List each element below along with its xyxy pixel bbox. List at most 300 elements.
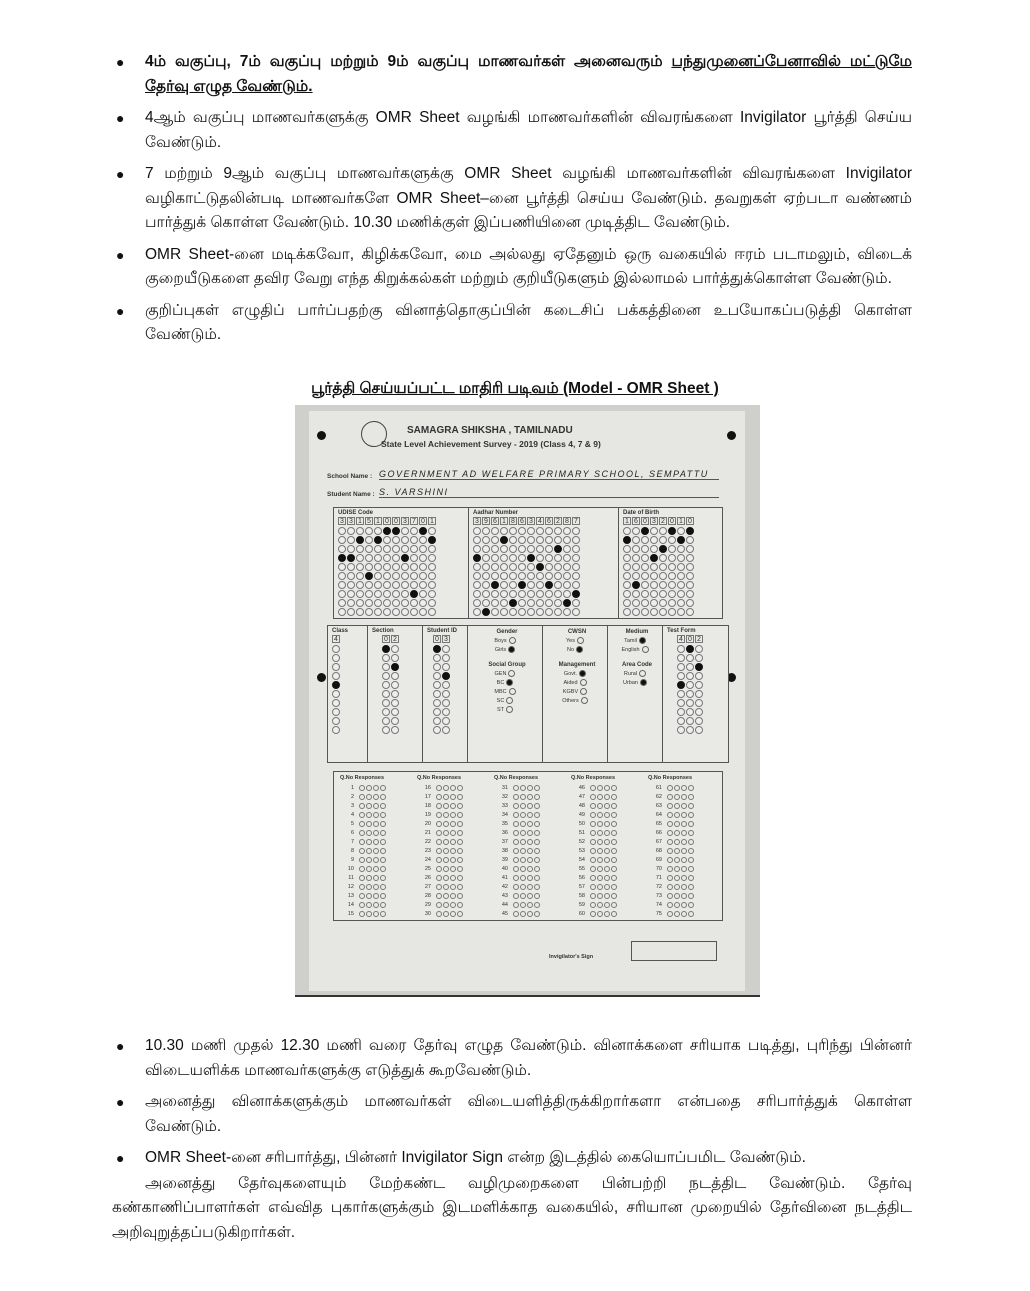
bubble[interactable] xyxy=(632,563,640,571)
response-bubble[interactable] xyxy=(611,884,617,890)
response-bubble[interactable] xyxy=(513,848,519,854)
response-bubble[interactable] xyxy=(380,884,386,890)
bubble[interactable] xyxy=(527,527,535,535)
response-bubble[interactable] xyxy=(688,785,694,791)
response-bubble[interactable] xyxy=(373,884,379,890)
response-bubble[interactable] xyxy=(667,911,673,917)
bubble[interactable] xyxy=(332,663,340,671)
bubble[interactable] xyxy=(545,554,553,562)
bubble[interactable] xyxy=(677,527,685,535)
bubble[interactable] xyxy=(650,563,658,571)
bubble[interactable] xyxy=(419,599,427,607)
response-bubble[interactable] xyxy=(450,893,456,899)
response-bubble[interactable] xyxy=(436,794,442,800)
bubble[interactable] xyxy=(632,554,640,562)
bubble[interactable] xyxy=(677,545,685,553)
bubble[interactable] xyxy=(632,536,640,544)
bubble[interactable] xyxy=(482,608,490,616)
bubble[interactable] xyxy=(545,545,553,553)
response-bubble[interactable] xyxy=(457,821,463,827)
response-bubble[interactable] xyxy=(597,803,603,809)
response-bubble[interactable] xyxy=(457,884,463,890)
bubble[interactable] xyxy=(554,590,562,598)
bubble[interactable] xyxy=(491,554,499,562)
bubble[interactable] xyxy=(473,572,481,580)
bubble[interactable] xyxy=(554,527,562,535)
response-bubble[interactable] xyxy=(520,875,526,881)
bubble[interactable] xyxy=(545,572,553,580)
bubble[interactable] xyxy=(392,590,400,598)
response-bubble[interactable] xyxy=(359,875,365,881)
response-bubble[interactable] xyxy=(534,830,540,836)
bubble[interactable] xyxy=(401,572,409,580)
bubble[interactable] xyxy=(382,645,390,653)
bubble[interactable] xyxy=(491,608,499,616)
bubble[interactable] xyxy=(695,681,703,689)
response-bubble[interactable] xyxy=(520,830,526,836)
bubble[interactable] xyxy=(677,536,685,544)
response-bubble[interactable] xyxy=(611,911,617,917)
response-bubble[interactable] xyxy=(513,839,519,845)
bubble[interactable] xyxy=(668,581,676,589)
bubble[interactable] xyxy=(572,536,580,544)
response-bubble[interactable] xyxy=(373,794,379,800)
bubble[interactable] xyxy=(365,599,373,607)
bubble[interactable] xyxy=(338,563,346,571)
bubble[interactable] xyxy=(433,699,441,707)
response-bubble[interactable] xyxy=(681,866,687,872)
bubble[interactable] xyxy=(686,717,694,725)
response-bubble[interactable] xyxy=(436,803,442,809)
bubble[interactable] xyxy=(623,581,631,589)
option-no[interactable] xyxy=(543,646,607,655)
bubble[interactable] xyxy=(650,572,658,580)
bubble[interactable] xyxy=(668,536,676,544)
response-bubble[interactable] xyxy=(681,848,687,854)
response-bubble[interactable] xyxy=(534,857,540,863)
bubble[interactable] xyxy=(392,536,400,544)
bubble[interactable] xyxy=(572,563,580,571)
response-bubble[interactable] xyxy=(688,839,694,845)
bubble[interactable] xyxy=(338,608,346,616)
bubble[interactable] xyxy=(623,590,631,598)
response-bubble[interactable] xyxy=(373,893,379,899)
bubble[interactable] xyxy=(518,536,526,544)
bubble[interactable] xyxy=(338,545,346,553)
bubble[interactable] xyxy=(695,663,703,671)
bubble[interactable] xyxy=(632,599,640,607)
bubble[interactable] xyxy=(428,599,436,607)
bubble[interactable] xyxy=(491,545,499,553)
response-bubble[interactable] xyxy=(527,884,533,890)
bubble[interactable] xyxy=(686,527,694,535)
response-bubble[interactable] xyxy=(380,812,386,818)
bubble[interactable] xyxy=(536,545,544,553)
response-bubble[interactable] xyxy=(450,848,456,854)
response-bubble[interactable] xyxy=(590,884,596,890)
bubble[interactable] xyxy=(428,536,436,544)
bubble[interactable] xyxy=(641,590,649,598)
bubble[interactable] xyxy=(482,590,490,598)
bubble[interactable] xyxy=(659,554,667,562)
response-bubble[interactable] xyxy=(443,902,449,908)
bubble[interactable] xyxy=(695,717,703,725)
response-bubble[interactable] xyxy=(611,875,617,881)
bubble[interactable] xyxy=(623,554,631,562)
response-bubble[interactable] xyxy=(527,839,533,845)
bubble[interactable] xyxy=(563,563,571,571)
bubble[interactable] xyxy=(677,690,685,698)
response-bubble[interactable] xyxy=(436,848,442,854)
bubble[interactable] xyxy=(332,645,340,653)
bubble[interactable] xyxy=(572,590,580,598)
response-bubble[interactable] xyxy=(520,893,526,899)
bubble[interactable] xyxy=(518,581,526,589)
response-bubble[interactable] xyxy=(597,902,603,908)
bubble[interactable] xyxy=(509,608,517,616)
response-bubble[interactable] xyxy=(443,857,449,863)
bubble[interactable] xyxy=(527,563,535,571)
bubble[interactable] xyxy=(527,536,535,544)
response-bubble[interactable] xyxy=(366,893,372,899)
bubble[interactable] xyxy=(356,599,364,607)
response-bubble[interactable] xyxy=(436,893,442,899)
response-bubble[interactable] xyxy=(667,821,673,827)
response-bubble[interactable] xyxy=(534,848,540,854)
response-bubble[interactable] xyxy=(380,902,386,908)
response-bubble[interactable] xyxy=(597,857,603,863)
response-bubble[interactable] xyxy=(590,785,596,791)
response-bubble[interactable] xyxy=(380,839,386,845)
bubble[interactable] xyxy=(428,545,436,553)
bubble[interactable] xyxy=(433,690,441,698)
bubble[interactable] xyxy=(623,527,631,535)
bubble[interactable] xyxy=(473,527,481,535)
bubble[interactable] xyxy=(686,572,694,580)
response-bubble[interactable] xyxy=(380,794,386,800)
response-bubble[interactable] xyxy=(534,902,540,908)
bubble[interactable] xyxy=(428,527,436,535)
bubble[interactable] xyxy=(410,572,418,580)
response-bubble[interactable] xyxy=(681,902,687,908)
response-bubble[interactable] xyxy=(688,884,694,890)
bubble[interactable] xyxy=(392,563,400,571)
response-bubble[interactable] xyxy=(604,857,610,863)
response-bubble[interactable] xyxy=(604,875,610,881)
bubble[interactable] xyxy=(632,527,640,535)
bubble[interactable] xyxy=(347,536,355,544)
response-bubble[interactable] xyxy=(597,785,603,791)
response-bubble[interactable] xyxy=(597,794,603,800)
bubble[interactable] xyxy=(659,527,667,535)
bubble[interactable] xyxy=(632,581,640,589)
bubble[interactable] xyxy=(482,563,490,571)
bubble[interactable] xyxy=(442,654,450,662)
bubble[interactable] xyxy=(356,608,364,616)
bubble[interactable] xyxy=(695,708,703,716)
bubble[interactable] xyxy=(365,581,373,589)
bubble[interactable] xyxy=(650,590,658,598)
bubble[interactable] xyxy=(332,717,340,725)
response-bubble[interactable] xyxy=(611,866,617,872)
response-bubble[interactable] xyxy=(604,812,610,818)
bubble[interactable] xyxy=(695,645,703,653)
bubble[interactable] xyxy=(659,536,667,544)
response-bubble[interactable] xyxy=(457,911,463,917)
response-bubble[interactable] xyxy=(590,830,596,836)
response-bubble[interactable] xyxy=(513,830,519,836)
bubble[interactable] xyxy=(650,536,658,544)
response-bubble[interactable] xyxy=(688,857,694,863)
bubble[interactable] xyxy=(509,599,517,607)
bubble[interactable] xyxy=(347,599,355,607)
option-kgbv[interactable] xyxy=(543,688,607,697)
bubble[interactable] xyxy=(509,572,517,580)
response-bubble[interactable] xyxy=(457,839,463,845)
response-bubble[interactable] xyxy=(513,875,519,881)
bubble[interactable] xyxy=(641,563,649,571)
response-bubble[interactable] xyxy=(436,857,442,863)
bubble[interactable] xyxy=(491,563,499,571)
bubble[interactable] xyxy=(677,590,685,598)
bubble[interactable] xyxy=(382,663,390,671)
bubble[interactable] xyxy=(554,563,562,571)
response-bubble[interactable] xyxy=(450,884,456,890)
bubble[interactable] xyxy=(545,581,553,589)
bubble[interactable] xyxy=(695,726,703,734)
bubble[interactable] xyxy=(572,581,580,589)
response-bubble[interactable] xyxy=(457,848,463,854)
bubble[interactable] xyxy=(383,608,391,616)
response-bubble[interactable] xyxy=(457,803,463,809)
response-bubble[interactable] xyxy=(674,785,680,791)
bubble[interactable] xyxy=(668,590,676,598)
bubble[interactable] xyxy=(401,554,409,562)
bubble[interactable] xyxy=(686,608,694,616)
response-bubble[interactable] xyxy=(681,884,687,890)
bubble[interactable] xyxy=(518,599,526,607)
response-bubble[interactable] xyxy=(604,785,610,791)
bubble[interactable] xyxy=(641,554,649,562)
response-bubble[interactable] xyxy=(667,848,673,854)
response-bubble[interactable] xyxy=(513,884,519,890)
bubble[interactable] xyxy=(527,590,535,598)
bubble[interactable] xyxy=(482,581,490,589)
bubble[interactable] xyxy=(536,527,544,535)
response-bubble[interactable] xyxy=(590,902,596,908)
bubble[interactable] xyxy=(419,536,427,544)
bubble[interactable] xyxy=(374,527,382,535)
bubble[interactable] xyxy=(356,527,364,535)
response-bubble[interactable] xyxy=(590,821,596,827)
bubble[interactable] xyxy=(442,699,450,707)
response-bubble[interactable] xyxy=(513,821,519,827)
response-bubble[interactable] xyxy=(450,839,456,845)
response-bubble[interactable] xyxy=(681,875,687,881)
bubble[interactable] xyxy=(482,554,490,562)
response-bubble[interactable] xyxy=(590,812,596,818)
bubble[interactable] xyxy=(338,590,346,598)
response-bubble[interactable] xyxy=(436,812,442,818)
response-bubble[interactable] xyxy=(450,857,456,863)
bubble[interactable] xyxy=(686,545,694,553)
bubble[interactable] xyxy=(500,536,508,544)
response-bubble[interactable] xyxy=(688,866,694,872)
bubble[interactable] xyxy=(686,699,694,707)
option-gen[interactable] xyxy=(468,670,542,679)
response-bubble[interactable] xyxy=(527,893,533,899)
bubble[interactable] xyxy=(391,663,399,671)
bubble[interactable] xyxy=(650,545,658,553)
bubble[interactable] xyxy=(554,545,562,553)
response-bubble[interactable] xyxy=(443,821,449,827)
bubble[interactable] xyxy=(686,563,694,571)
bubble[interactable] xyxy=(383,581,391,589)
bubble[interactable] xyxy=(419,590,427,598)
response-bubble[interactable] xyxy=(443,866,449,872)
bubble[interactable] xyxy=(554,554,562,562)
dob-bubbles[interactable] xyxy=(623,517,724,616)
bubble[interactable] xyxy=(365,536,373,544)
bubble[interactable] xyxy=(442,645,450,653)
bubble[interactable] xyxy=(433,672,441,680)
response-bubble[interactable] xyxy=(527,794,533,800)
bubble[interactable] xyxy=(419,554,427,562)
bubble[interactable] xyxy=(482,599,490,607)
bubble[interactable] xyxy=(695,654,703,662)
bubble[interactable] xyxy=(347,590,355,598)
bubble[interactable] xyxy=(392,545,400,553)
response-bubble[interactable] xyxy=(604,794,610,800)
response-bubble[interactable] xyxy=(534,803,540,809)
response-bubble[interactable] xyxy=(527,848,533,854)
response-bubble[interactable] xyxy=(443,911,449,917)
bubble[interactable] xyxy=(695,672,703,680)
bubble[interactable] xyxy=(554,608,562,616)
option-tamil[interactable] xyxy=(608,637,662,646)
response-bubble[interactable] xyxy=(527,821,533,827)
response-bubble[interactable] xyxy=(667,830,673,836)
response-bubble[interactable] xyxy=(674,830,680,836)
bubble[interactable] xyxy=(500,554,508,562)
bubble[interactable] xyxy=(382,699,390,707)
bubble[interactable] xyxy=(659,572,667,580)
response-bubble[interactable] xyxy=(534,812,540,818)
response-bubble[interactable] xyxy=(443,875,449,881)
bubble[interactable] xyxy=(563,581,571,589)
bubble[interactable] xyxy=(500,581,508,589)
bubble[interactable] xyxy=(677,563,685,571)
response-bubble[interactable] xyxy=(534,911,540,917)
bubble[interactable] xyxy=(347,563,355,571)
option-rural[interactable] xyxy=(608,670,662,679)
bubble[interactable] xyxy=(383,572,391,580)
response-bubble[interactable] xyxy=(590,875,596,881)
response-bubble[interactable] xyxy=(597,911,603,917)
bubble[interactable] xyxy=(473,563,481,571)
bubble[interactable] xyxy=(442,708,450,716)
response-bubble[interactable] xyxy=(611,848,617,854)
response-bubble[interactable] xyxy=(450,785,456,791)
response-bubble[interactable] xyxy=(590,911,596,917)
bubble[interactable] xyxy=(686,654,694,662)
response-bubble[interactable] xyxy=(527,785,533,791)
response-bubble[interactable] xyxy=(366,884,372,890)
response-bubble[interactable] xyxy=(450,830,456,836)
response-bubble[interactable] xyxy=(667,857,673,863)
response-bubble[interactable] xyxy=(359,803,365,809)
bubble[interactable] xyxy=(428,608,436,616)
bubble[interactable] xyxy=(509,581,517,589)
response-bubble[interactable] xyxy=(513,911,519,917)
response-bubble[interactable] xyxy=(688,821,694,827)
response-bubble[interactable] xyxy=(457,794,463,800)
bubble[interactable] xyxy=(641,536,649,544)
bubble[interactable] xyxy=(668,599,676,607)
bubble[interactable] xyxy=(509,554,517,562)
bubble[interactable] xyxy=(356,554,364,562)
response-bubble[interactable] xyxy=(513,803,519,809)
bubble[interactable] xyxy=(374,572,382,580)
bubble[interactable] xyxy=(659,608,667,616)
response-bubble[interactable] xyxy=(450,812,456,818)
response-bubble[interactable] xyxy=(667,785,673,791)
bubble[interactable] xyxy=(659,599,667,607)
bubble[interactable] xyxy=(382,726,390,734)
bubble[interactable] xyxy=(419,581,427,589)
response-bubble[interactable] xyxy=(373,830,379,836)
response-bubble[interactable] xyxy=(527,866,533,872)
response-bubble[interactable] xyxy=(373,821,379,827)
response-bubble[interactable] xyxy=(534,821,540,827)
response-bubble[interactable] xyxy=(380,803,386,809)
bubble[interactable] xyxy=(428,581,436,589)
response-bubble[interactable] xyxy=(443,812,449,818)
bubble[interactable] xyxy=(509,545,517,553)
response-bubble[interactable] xyxy=(674,812,680,818)
bubble[interactable] xyxy=(482,572,490,580)
response-bubble[interactable] xyxy=(527,812,533,818)
response-bubble[interactable] xyxy=(366,875,372,881)
bubble[interactable] xyxy=(563,527,571,535)
bubble[interactable] xyxy=(668,527,676,535)
response-bubble[interactable] xyxy=(611,785,617,791)
bubble[interactable] xyxy=(442,726,450,734)
response-bubble[interactable] xyxy=(597,866,603,872)
response-bubble[interactable] xyxy=(597,821,603,827)
bubble[interactable] xyxy=(473,545,481,553)
bubble[interactable] xyxy=(391,708,399,716)
response-bubble[interactable] xyxy=(611,893,617,899)
response-bubble[interactable] xyxy=(590,794,596,800)
response-bubble[interactable] xyxy=(450,875,456,881)
option-others[interactable] xyxy=(543,697,607,706)
bubble[interactable] xyxy=(365,554,373,562)
response-bubble[interactable] xyxy=(688,875,694,881)
bubble[interactable] xyxy=(392,527,400,535)
bubble[interactable] xyxy=(433,708,441,716)
bubble[interactable] xyxy=(482,545,490,553)
option-urban[interactable] xyxy=(608,679,662,688)
option-aided[interactable] xyxy=(543,679,607,688)
response-bubble[interactable] xyxy=(688,830,694,836)
response-bubble[interactable] xyxy=(681,857,687,863)
bubble[interactable] xyxy=(401,581,409,589)
response-bubble[interactable] xyxy=(520,884,526,890)
bubble[interactable] xyxy=(374,590,382,598)
response-bubble[interactable] xyxy=(373,866,379,872)
bubble[interactable] xyxy=(641,572,649,580)
